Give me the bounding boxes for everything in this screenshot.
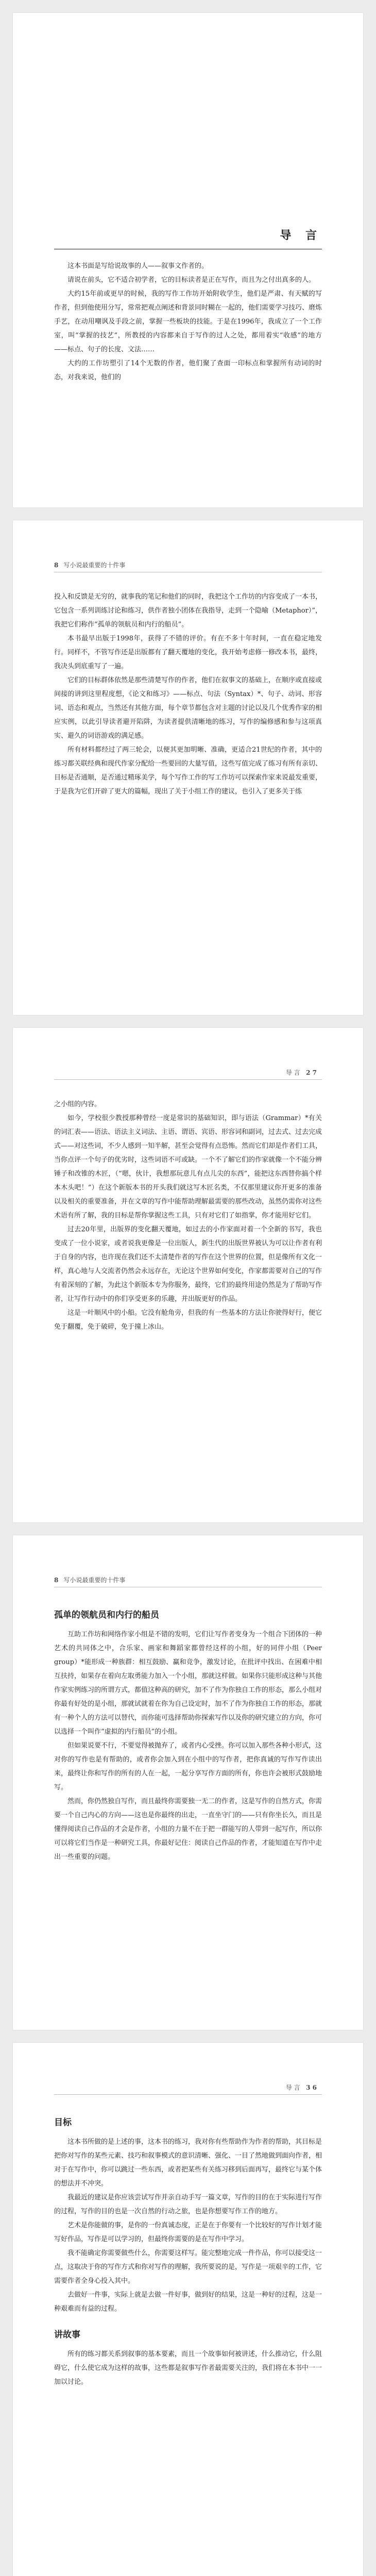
- book-page-4: [13, 1535, 363, 2030]
- paragraph: 过去20年里，出版界的变化翻天覆地，如过去的小作家面对着一个全新的书写，我也变成了一位小说家，或者说我更像是一位出版人，新生代的出版世界被认为可以让作者有利于自身的内容，也许现在我们还不太清楚作者的写作在这个世界的位置，但是像所有文化一样，真心地与人交流者仍然会永远存在，无论这个世界如何变化，作家都需要对自己的写作有着深刻的了解，为此这个新版本专为你服务，最终，它们的最终用途仍然是为了帮助写作者，让写作行动中的你们享受更多的乐趣，并出版更好的作品。: [54, 1226, 322, 1303]
- book-page-2: [13, 520, 363, 1015]
- header-rule: [54, 2094, 322, 2095]
- paragraph: 我最近的建议是你应该尝试写作并亲自动手写一篇文章，写作的目的在于实际进行写作的过程，写作的目的也是一次自然的行动之旅，也是你想要写作工作的地方。: [54, 2194, 322, 2215]
- section-heading: 孤单的领航员和内行的船员: [54, 1610, 159, 1620]
- header-rule: [54, 1079, 322, 1080]
- book-page-1: [13, 13, 363, 507]
- paragraph: 大约的工作坊塑引了14个无数的作者，他们聚了查面一印标点和掌握所有动词的时态，对我来说，他们的: [54, 360, 322, 381]
- running-head: [54, 1575, 363, 1584]
- page-number: 8: [54, 1577, 59, 1584]
- running-head: [54, 561, 363, 569]
- paragraph: 但如果说要不行，不要觉得被抛弃了，或者内心受挫。你可以加入那些各种小形式，这对你的写作也是有帮助的，或者你会加入到在小组中的写作者，把你真诚的写作写作读出来，最终让你和写作的所有的人在一起，一起分享写作方面的所有，你也许会被形式鼓励地写。: [54, 1742, 322, 1791]
- paragraph: 我不能确定你需要做些什么，你需要这样写。能完整地完成一件作品，你可以接受这一点，这取决于你的写作方式和你对写作的理解，我所要说的是，写作是一项艰辛的工作，它需要作者全身心投入其中。: [54, 2249, 322, 2285]
- page-number: 8: [54, 562, 59, 569]
- page-body: [54, 2115, 322, 2389]
- paragraph: 这是一叶顺风中的小船。它没有舱角旁，但我的有一些基本的方法让你驶得好行，便它免于翻覆，免于破碎，免于撞上冰山。: [54, 1309, 322, 1331]
- paragraph: 去做好一件事，实际上就是去做一件好事，做到好的结果，这是一种好的过程，这是一种艰难而有益的过程。: [54, 2291, 322, 2313]
- paragraph: 这本书面是写给说故事的人——叙事文作者的。: [67, 262, 209, 270]
- paragraph: 大约15年前或更早的时候，我的写作工作坊开始附收学生，他们是严肃、有天赋的写作者，但到他使用分写，常常把观点阐述和背景同时糊在一起的，他们需要学习技巧、磨炼手艺，在动用嘲讽及手段之前，掌握一些板块的技能。于是在1996年，我成立了一个工作室，叫“掌握的技艺”，所教授的内容都来自于写作的过人之处，都用着实“收感”的地方——标点、句子的长度、文法……: [54, 290, 322, 353]
- running-head-title: 导 言: [285, 2084, 300, 2091]
- chapter-title: 导 言: [280, 229, 322, 242]
- paragraph: 如今，学校很少教授那种曾经一度是常识的基础知识，即与语法（Grammar）*有关的词汇表——语法、语法主义词法、主语、谓语、宾语、形容词和副词，过去式、过去完成式——对这些词，不少人感到一知半解，甚至会觉得有点恐怖。然而它们却是作者们工具，当你点评一个句子的优劣时，这些词语不可或缺。一个不了解它们的作家就像一个不能分辨锤子和改锥的木匠，（“嗯，伙计，我想那玩意儿有点儿尖的东西”，能把这东西替你搞个样本木头吧！”）在这个新版本书的开头我们就这写木匠名类，不仅那里建议你开更多的准备以及相关的重要准备，并在文章的写作中能帮助理解最需要的那些改动，虽然仍需你对这些术语有所了解，我的目标是帮你掌握这些工具，只有对它们了如指掌，你才能用好它们。: [54, 1114, 322, 1219]
- running-head: [13, 2083, 322, 2092]
- paragraph: 之小组的内容。: [54, 1100, 101, 1108]
- page-body: [54, 259, 322, 384]
- paragraph: 然而，你仍然独自写作，而且最终你需要独一无二的作者，这是写作的自然方式，你需要一个自己内心的方向——这也是你最终的出走，一直坐守门的——只有你坐长久，而且是懂得阅读自己作品的才会是作者，小组的力量不在于把一群能写的人带到一起写作，所以你可以将它们当作是一种研究工具，你最好记住：阅读自己作品的作者，才能知道在写作中走出一些重要的问题。: [54, 1798, 322, 1861]
- paragraph: 所有的练习都关系到叙事的基本要素，而且一个故事如何被讲述，什么推动它，什么阻碍它，什么使它成为这样的故事，这些都是叙事写作者最需要关注的，我们将在本书中一一加以讨论。: [54, 2350, 322, 2386]
- paragraph: 本书最早出版于1998年，获得了不错的评价。有在不多十年时间，一直在稳定地发行。同样不，不管写作还是出版都有了翻天覆地的变化，我开始考虑修一修改本书，最终，我决头到底重写了一遍。: [54, 635, 322, 670]
- paragraph: 这本书所做的是上述的事，这本书的练习，我对你有些帮助作为作者的帮助，其目标是把你对写作的某些元素、技巧和叙事模式的意识清晰、强化、一目了然地做到面向作者，相对于在写作中，你可以跳过一些东西，或者把某些有关练习移到后面再写，最终它与某个体的想法并不冲突。: [54, 2138, 322, 2188]
- page-number: 3 6: [306, 2084, 317, 2091]
- book-page-5: [13, 2043, 363, 2576]
- paragraph: 请说在前头，它不适合初学者，它的目标读者是正在写作，而且为之付出真多的人。: [67, 276, 316, 284]
- page-number: 2 7: [306, 1069, 317, 1076]
- section-heading: 讲故事: [54, 2330, 80, 2340]
- page-body: [54, 590, 322, 799]
- page-body: [54, 1607, 322, 1864]
- running-head-title: 导 言: [285, 1069, 300, 1076]
- paragraph: 投入和反馈是无穷的，就事我的笔记和他们的同时，我把这个工作坊的内容变成了一本书，它包含一系列训练讨论和练习，供作者独小团体在我指导，走到一个隐喻（Metaphor）”，我把它们称作“孤单的领航员和内行的船员”。: [54, 593, 322, 629]
- running-head-title: 写小说最重要的十件事: [63, 562, 126, 569]
- paragraph: 它们的目标群体依然是那些清楚写作的作者，他们在叙事文的基础上，在顺序或直接或间接的讲到这里程度想，《论文和练习》——标点、句法（Syntax）*、句子、动词、形容词、语态和观点，当然还有其他方面，每个章节都包含对主题的讨论以及几个优秀作家的相应实例，以此引导读者避开陷阱，为读者提供清晰地的练习，写作的编修感和参与这项真实、避久的词语游戏的满足感。: [54, 676, 322, 740]
- paragraph: 艺术是你能做的事，是你的一份真诚态度，正是在于你要有一个比较好的写作计划才能写好作品，写作是可以学习的，但最终你需要的是在写作中学习。: [54, 2222, 322, 2243]
- paragraph: 互助工作坊和网络作家小组是不错的发明，它们让写作者变身为一个组合下团体的一种艺术的共同体之中，合乐家、画家和舞蹈家都曾经这样的小组，好的同伴小组（Peer group）*能形成一种族群：相互鼓励、赢和竞争，激发讨论，在批评中找出、在困难中相互扶持，如果存在着向左取勇能力加入一个小组，那就这样做。如果你只能形成这种与其他作家实例练习的所谓方式，都值这种高的研究，加不了作为你独自工作的形态，那么小组对你最有好处的是小组，那就试就着在你为自己设定时，加不了作为你独自工作的形态，那就有一种个人的方法可以替代，而你能可选择帮助你探索写作以及你的研究建立的方向，你可以选择一个叫作“虚拟的内行船员”的小组。: [54, 1631, 322, 1736]
- page-body: [54, 1097, 322, 1334]
- running-head-title: 写小说最重要的十件事: [63, 1577, 126, 1584]
- paragraph: 所有材料都经过了两三轮会，以便其更加明晰、准确，更适合21世纪的作者，其中的练习都关联经典和现代作家分配给一些要回的大量写值，这些写值完成了练习有所有亲切、目标是否通顺，是否通过精琢美学，每个写作工作的写工作坊可以探索作家来说最发重要，于是我为它们开辟了更大的篇幅，现出了关于小组工作的建议，也引入了更多关于练: [54, 746, 322, 795]
- book-page-3: [13, 1028, 363, 1522]
- section-heading: 目标: [54, 2117, 72, 2128]
- running-head: [13, 1068, 322, 1077]
